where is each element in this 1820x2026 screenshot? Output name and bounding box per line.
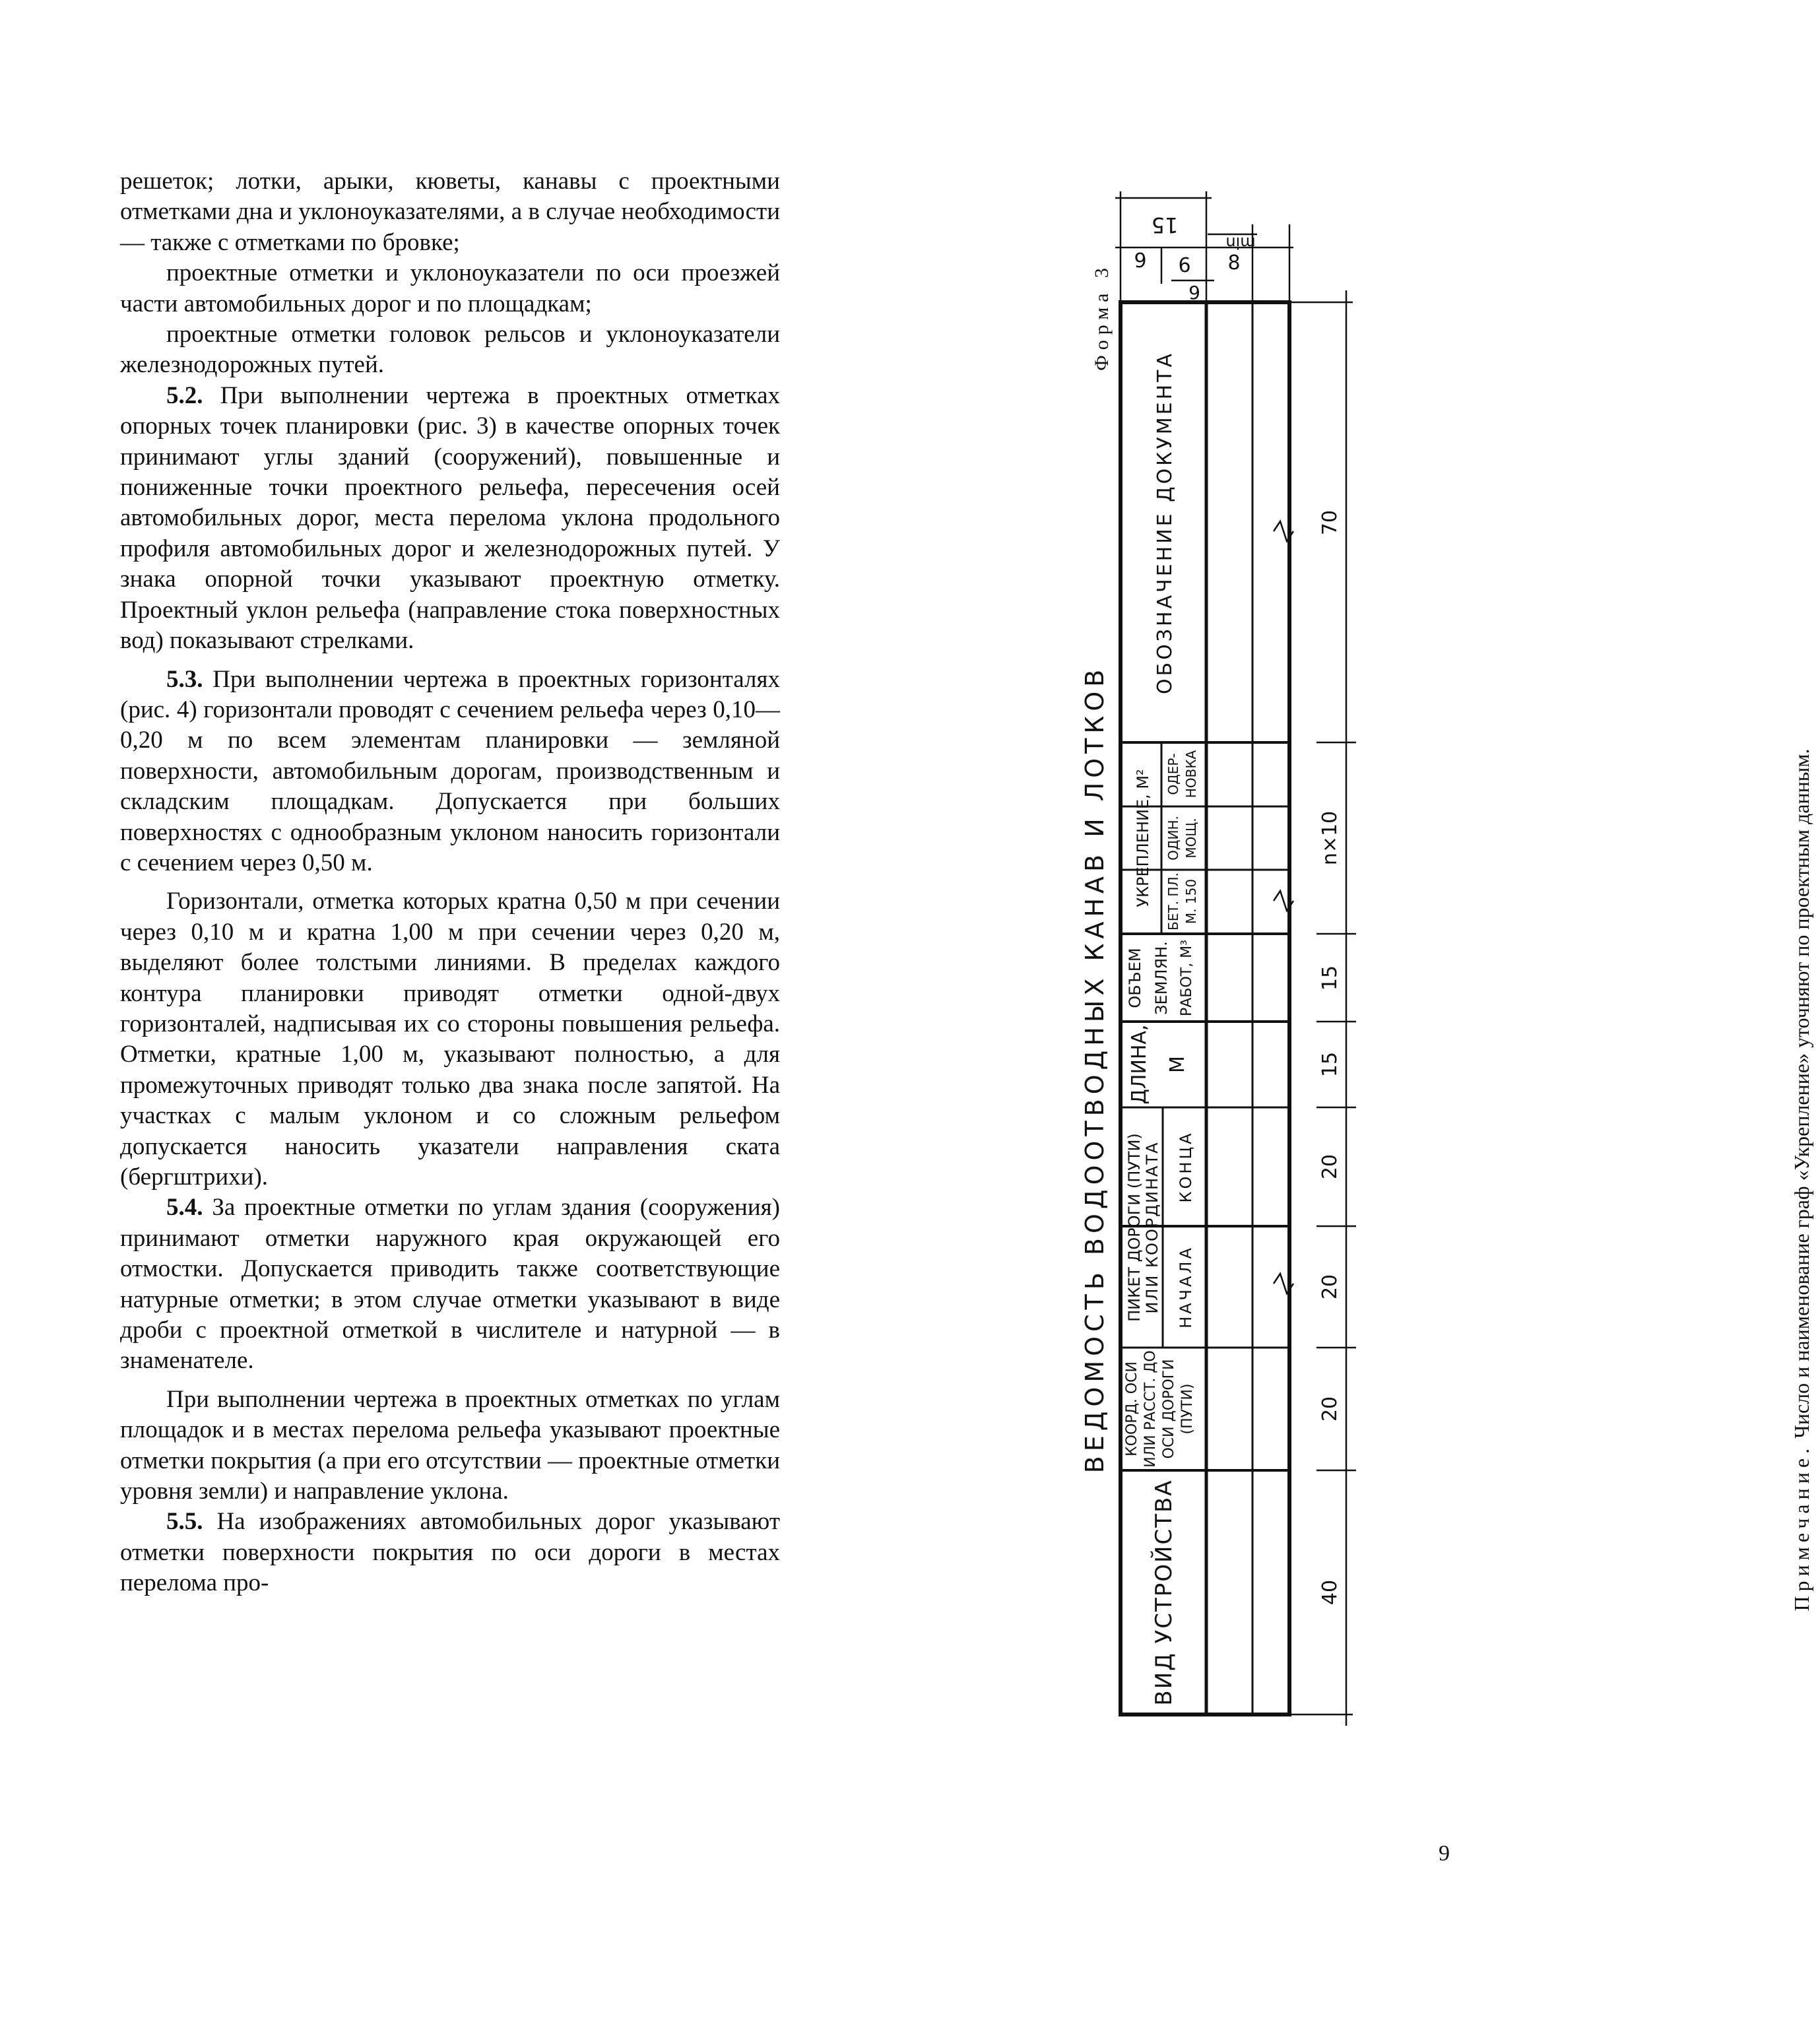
paragraph: При выполнении чертежа в проектных отметках по углам площадок и в местах перелома рельефа указывают проектные отметки покрытия (а при его отсутствии — проектные отметки уровня земли) и направление уклона. [120,1385,780,1505]
column-koord-line3: ОСИ ДОРОГИ [1161,1359,1177,1459]
paragraph-text: За проектные отметки по углам здания (сооружения) принимают отметки наружного края окружающей его отмостки. Допускается приводить также соответствующие натурные отметки; в этом случае отметки указывают в виде дроби с проектной отметкой в числителе и натурной — в знаменателе. [120,1194,781,1375]
section-number: 5.5. [166,1508,203,1536]
column-odin-line2: МОЩ. [1183,818,1199,859]
dimension-lines [1274,290,1356,1726]
paragraph: проектные отметки и уклоноуказатели по оси проезжей части автомобильных дорог и по площадкам; [120,259,780,317]
dim-15: 15 [1318,1051,1342,1078]
paragraph-text: При выполнении чертежа в проектных горизонталях (рис. 4) горизонтали проводят с сечением рельефа через 0,10—0,20 м по всем элементам планировки — земляной поверхности, автомобильным дорогам, производственным и складским площадкам. Допускается при больших поверхностях с однообразным уклоном наносить горизонтали с сечением через 0,50 м. [120,665,780,876]
dim-70: 70 [1318,509,1342,536]
dim-20: 20 [1318,1396,1342,1422]
form-title: ВЕДОМОСТЬ ВОДООТВОДНЫХ КАНАВ И ЛОТКОВ [1080,665,1109,1474]
column-bet-line2: М. 150 [1183,878,1199,925]
paragraph-text: На изображениях автомобильных дорог указывают отметки поверхности покрытия по оси дороги в местах перелома про- [120,1508,780,1597]
form-label: Форма 3 [1091,263,1113,371]
column-dlina: ДЛИНА, [1128,1024,1151,1105]
dim-6: 6 [1178,254,1191,277]
page-number: 9 [1439,1841,1450,1866]
dim-min: min [1225,234,1256,252]
dim-20: 20 [1318,1274,1342,1300]
paragraph: решеток; лотки, арыки, кюветы, канавы с проектными отметками дна и уклоноуказателями, а в случае необходимости — также с отметками по бровке; [120,168,780,256]
paragraph-text: При выполнении чертежа в проектных отметках опорных точек планировки (рис. 3) в качестве опорных точек принимают углы зданий (сооружений), повышенные и пониженные точки проектного рельефа, пересечения осей автомобильных дорог, места перелома уклона продольного профиля автомобильных дорог и железнодорожных путей. У знака опорной точки указывают проектную отметку. Проектный уклон рельефа (направление стока поверхностных вод) показывают стрелками. [120,381,780,655]
dim-40: 40 [1318,1579,1342,1606]
paragraph: Горизонтали, отметка которых кратна 0,50 м при сечении через 0,10 м и кратна 1,00 м при сечении через 0,20 м, выделяют более толстыми линиями. В пределах каждого контура планировки приводят отметки одной-двух горизонталей, надписывая их со стороны повышения рельефа. Отметки, кратные 1,00 м, указывают полностью, а для промежуточных приводят только два знака после запятой. На участках с малым уклоном и со сложным рельефом допускается наносить указатели направления ската (бергштрихи). [120,888,780,1191]
column-obem-line2: ЗЕМЛЯН. [1152,941,1171,1015]
column-oboznachenie: ОБОЗНАЧЕНИЕ ДОКУМЕНТА [1154,350,1177,695]
column-piket-line1: ПИКЕТ ДОРОГИ (ПУТИ) [1125,1133,1144,1322]
column-obem-line3: РАБОТ, М³ [1179,940,1195,1016]
column-ukreplenie: УКРЕПЛЕНИЕ, М² [1134,769,1152,907]
dim-n10: n×10 [1318,810,1342,866]
dim-9: 9 [1134,249,1147,273]
dim-15-top: 15 [1151,212,1179,238]
top-dimension-lines [1115,191,1293,302]
note-text: Число и наименование граф «Укрепление» уточняют по проектным данным. [1790,748,1813,1439]
column-nachala: НАЧАЛА [1177,1245,1195,1328]
dim-9-b: 9 [1188,282,1200,304]
column-koord-line1: КООРД. ОСИ [1124,1361,1140,1456]
column-koord-line4: (ПУТИ) [1179,1383,1196,1435]
column-bet-line1: БЕТ. ПЛ. [1165,872,1181,931]
column-oder-line2: НОВКА [1183,750,1199,799]
column-piket-line2: ИЛИ КООРДИНАТА [1143,1141,1161,1314]
section-number: 5.2. [166,381,203,409]
dim-20: 20 [1318,1154,1342,1180]
section-number: 5.3. [166,665,203,693]
note [1783,586,1820,1774]
column-dlina-unit: М [1166,1056,1189,1073]
form-header-texts [1080,351,1199,1706]
section-number: 5.4. [166,1194,203,1222]
column-koord-line2: ИЛИ РАССТ. ДО [1142,1350,1159,1468]
paragraph: проектные отметки головок рельсов и уклоноуказатели железнодорожных путей. [120,321,780,379]
column-oder-line1: ОДЕР- [1165,753,1181,795]
dim-8: 8 [1227,251,1241,275]
dim-15: 15 [1318,965,1342,991]
column-odin-line1: ОДИН. [1165,816,1181,861]
column-obem-line1: ОБЪЕМ [1126,948,1144,1008]
note-lead: Примечание. [1790,1443,1813,1612]
column-vid-ustroystva: ВИД УСТРОЙСТВА [1151,1479,1177,1706]
column-konca: КОНЦА [1177,1130,1195,1203]
